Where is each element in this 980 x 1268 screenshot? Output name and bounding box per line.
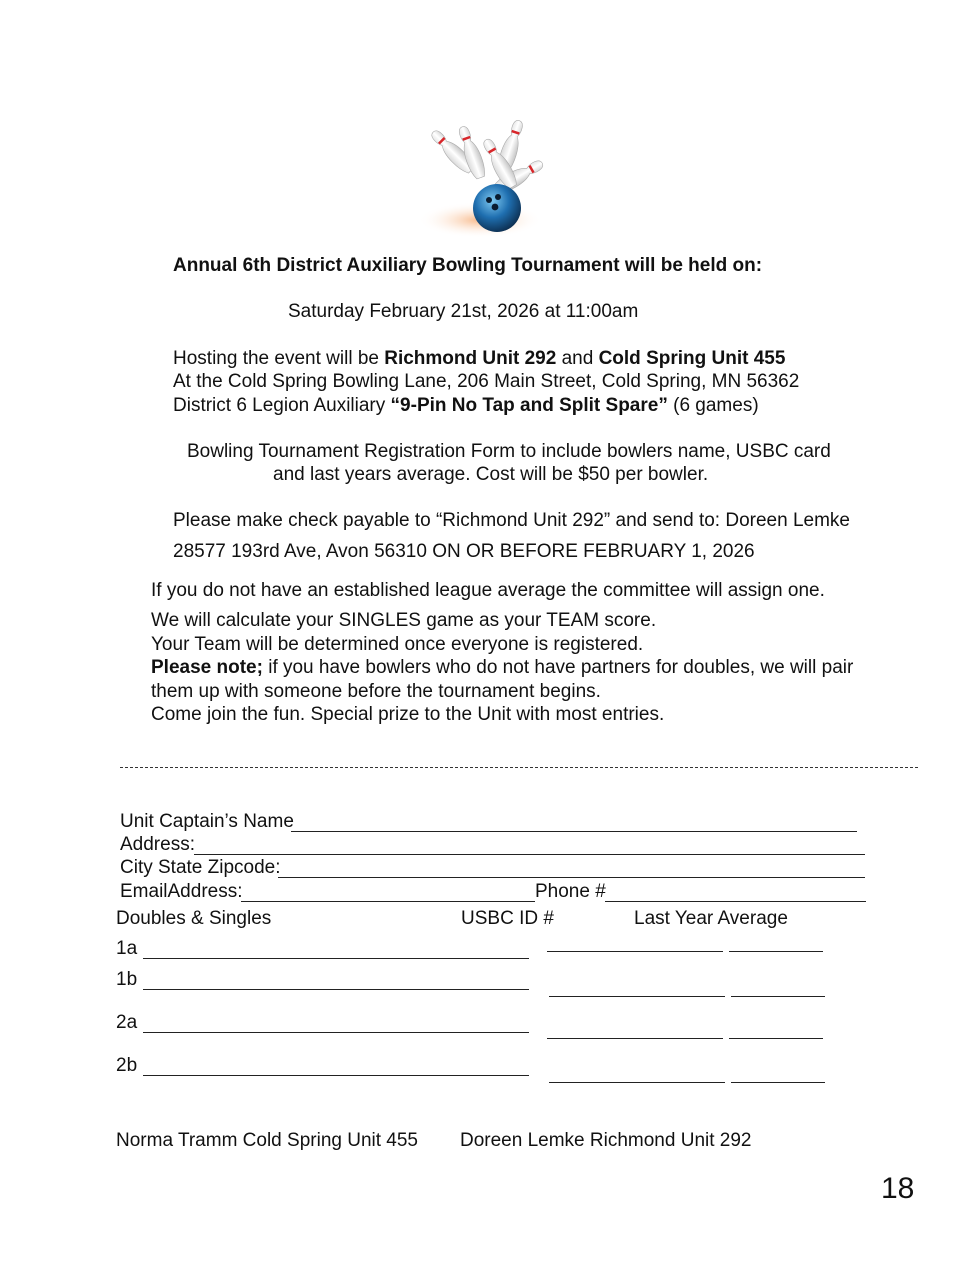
col-last-year-average: Last Year Average <box>634 908 788 929</box>
col-doubles-singles: Doubles & Singles <box>116 908 272 929</box>
tournament-date: Saturday February 21st, 2026 at 11:00am <box>288 301 639 322</box>
address-label: Address: <box>120 834 195 855</box>
note-join: Come join the fun. Special prize to the Unit with most entries. <box>151 704 665 725</box>
usbc-id-field-2b[interactable] <box>549 1082 725 1083</box>
average-field-1b[interactable] <box>731 996 825 997</box>
page-number: 18 <box>881 1172 915 1205</box>
bowler-name-field-1b[interactable] <box>143 989 529 990</box>
phone-field[interactable] <box>605 901 866 902</box>
row-label-1b: 1b <box>116 969 138 990</box>
captain-name-field[interactable] <box>291 831 857 832</box>
usbc-id-field-2a[interactable] <box>547 1038 723 1039</box>
contact-norma-tramm: Norma Tramm Cold Spring Unit 455 <box>116 1130 418 1151</box>
location-line: At the Cold Spring Bowling Lane, 206 Main Street, Cold Spring, MN 56362 <box>173 371 800 392</box>
cut-line-divider <box>120 767 918 768</box>
note-singles: We will calculate your SINGLES game as your TEAM score. <box>151 610 657 631</box>
bowler-name-field-1a[interactable] <box>143 958 529 959</box>
payment-line-1: Please make check payable to “Richmond Unit 292” and send to: Doreen Lemke <box>173 510 850 531</box>
address-field[interactable] <box>194 854 865 855</box>
tournament-title: Annual 6th District Auxiliary Bowling Tournament will be held on: <box>173 255 763 276</box>
registration-line-2: and last years average. Cost will be $50 per bowler. <box>273 464 709 485</box>
row-label-2b: 2b <box>116 1055 138 1076</box>
city-state-zip-label: City State Zipcode: <box>120 857 281 878</box>
contact-doreen-lemke: Doreen Lemke Richmond Unit 292 <box>460 1130 752 1151</box>
note-please: Please note; if you have bowlers who do not have partners for doubles, we will pair <box>151 657 854 678</box>
registration-line-1: Bowling Tournament Registration Form to include bowlers name, USBC card <box>187 441 831 462</box>
average-field-2b[interactable] <box>731 1082 825 1083</box>
bowler-name-field-2a[interactable] <box>143 1032 529 1033</box>
note-average: If you do not have an established league average the committee will assign one. <box>151 580 825 601</box>
event-line: District 6 Legion Auxiliary “9-Pin No Tap and Split Spare” (6 games) <box>173 395 759 416</box>
average-field-1a[interactable] <box>729 951 823 952</box>
row-label-2a: 2a <box>116 1012 138 1033</box>
note-team: Your Team will be determined once everyone is registered. <box>151 634 644 655</box>
payment-line-2: 28577 193rd Ave, Avon 56310 ON OR BEFORE FEBRUARY 1, 2026 <box>173 541 755 562</box>
email-field[interactable] <box>241 901 535 902</box>
captain-name-label: Unit Captain’s Name <box>120 811 294 832</box>
usbc-id-field-1b[interactable] <box>549 996 725 997</box>
note-please-2: them up with someone before the tournament begins. <box>151 681 601 702</box>
col-usbc-id: USBC ID # <box>461 908 554 929</box>
phone-label: Phone # <box>535 881 606 902</box>
hosting-line: Hosting the event will be Richmond Unit 292 and Cold Spring Unit 455 <box>173 348 786 369</box>
row-label-1a: 1a <box>116 938 138 959</box>
email-label: EmailAddress: <box>120 881 243 902</box>
usbc-id-field-1a[interactable] <box>547 951 723 952</box>
bowling-logo-icon <box>405 112 555 247</box>
average-field-2a[interactable] <box>729 1038 823 1039</box>
city-state-zip-field[interactable] <box>278 877 865 878</box>
bowler-name-field-2b[interactable] <box>143 1075 529 1076</box>
